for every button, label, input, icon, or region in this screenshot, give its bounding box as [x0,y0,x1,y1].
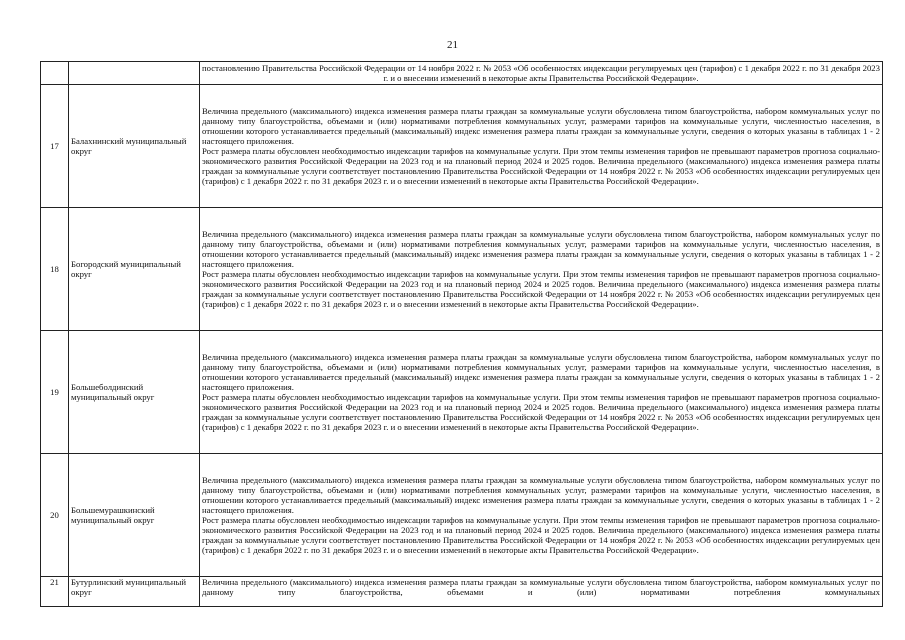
justification-paragraph: Величина предельного (максимального) индекса изменения размера платы граждан за коммунальные услуги обусловлена типом благоустройства, набором коммунальных услуг по данному типу благоустройства, объемами и (или) нормативами потребления коммунальных услуг, размерами тарифов на коммунальные услуги, численностью населения, в отношении которого устанавливается предельный (максимальный) индекс изменения размера платы граждан за коммунальные услуги, сведения о которых указаны в таблицах 1 - 2 настоящего приложения. [202,105,880,146]
table-row-18 [41,208,883,331]
municipality-name-cell: Балахнинский муниципальный округ [69,85,200,208]
row-number-cell: 18 [41,208,69,331]
municipality-name-cell: Большеболдинский муниципальный округ [69,331,200,454]
justification-paragraph: Рост размера платы обусловлен необходимостью индексации тарифов на коммунальные услуги. При этом темпы изменения тарифов не превышают параметров прогноза социально-экономического развития Российской Федерации на 2023 год и на плановый период 2024 и 2025 годов. Величина предельного (максимального) индекса изменения размера платы граждан за коммунальные услуги соответствует постановлению Правительства Российской Федерации от 14 ноября 2022 г. № 2053 «Об особенностях индексации регулируемых цен (тарифов) с 1 декабря 2022 г. по 31 декабря 2023 г. и о внесении изменений в некоторые акты Правительства Российской Федерации». [202,515,880,556]
row-number-cell: 19 [41,331,69,454]
row-number-cell: 20 [41,454,69,577]
row-number-cell [41,62,69,85]
municipality-name-cell: Бутурлинский муниципальный округ [69,577,200,607]
table-row-continuation [41,62,883,85]
municipality-name-cell: Большемурашкинский муниципальный округ [69,454,200,577]
table-row-20 [41,454,883,577]
justification-cell [200,62,883,85]
justification-cell [200,208,883,331]
row-number-cell: 21 [41,577,69,607]
justification-paragraph: Величина предельного (максимального) индекса изменения размера платы граждан за коммунальные услуги обусловлена типом благоустройства, набором коммунальных услуг по данному типу благоустройства, объемами и (или) нормативами потребления коммунальных услуг, размерами тарифов на коммунальные услуги, численностью населения, в отношении которого устанавливается предельный (максимальный) индекс изменения размера платы граждан за коммунальные услуги, сведения о которых указаны в таблицах 1 - 2 настоящего приложения. [202,351,880,392]
justification-paragraph: Рост размера платы обусловлен необходимостью индексации тарифов на коммунальные услуги. При этом темпы изменения тарифов не превышают параметров прогноза социально-экономического развития Российской Федерации на 2023 год и на плановый период 2024 и 2025 годов. Величина предельного (максимального) индекса изменения размера платы граждан за коммунальные услуги соответствует постановлению Правительства Российской Федерации от 14 ноября 2022 г. № 2053 «Об особенностях индексации регулируемых цен (тарифов) с 1 декабря 2022 г. по 31 декабря 2023 г. и о внесении изменений в некоторые акты Правительства Российской Федерации». [202,392,880,433]
justification-paragraph: Величина предельного (максимального) индекса изменения размера платы граждан за коммунальные услуги обусловлена типом благоустройства, набором коммунальных услуг по данному типу благоустройства, объемами и (или) нормативами потребления коммунальных услуг, размерами тарифов на коммунальные услуги, численностью населения, в отношении которого устанавливается предельный (максимальный) индекс изменения размера платы граждан за коммунальные услуги, сведения о которых указаны в таблицах 1 - 2 настоящего приложения. [202,228,880,269]
justification-cell [200,331,883,454]
row-number-cell: 17 [41,85,69,208]
justification-cell [200,454,883,577]
justification-cell [200,85,883,208]
table-row-17 [41,85,883,208]
justification-paragraph: Величина предельного (максимального) индекса изменения размера платы граждан за коммунальные услуги обусловлена типом благоустройства, набором коммунальных услуг по данному типу благоустройства, объемами и (или) нормативами потребления коммунальных услуг, размерами тарифов на коммунальные услуги, численностью населения, в отношении которого устанавливается предельный (максимальный) индекс изменения размера платы граждан за коммунальные услуги, сведения о которых указаны в таблицах 1 - 2 настоящего приложения. [202,474,880,515]
municipality-name-cell: Богородский муниципальный округ [69,208,200,331]
table-row-19 [41,331,883,454]
table-row-21 [41,577,883,607]
justification-paragraph: Рост размера платы обусловлен необходимостью индексации тарифов на коммунальные услуги. При этом темпы изменения тарифов не превышают параметров прогноза социально-экономического развития Российской Федерации на 2023 год и на плановый период 2024 и 2025 годов. Величина предельного (максимального) индекса изменения размера платы граждан за коммунальные услуги соответствует постановлению Правительства Российской Федерации от 14 ноября 2022 г. № 2053 «Об особенностях индексации регулируемых цен (тарифов) с 1 декабря 2022 г. по 31 декабря 2023 г. и о внесении изменений в некоторые акты Правительства Российской Федерации». [202,269,880,310]
page-number: 21 [447,39,458,51]
municipality-name-cell [69,62,200,85]
justification-paragraph: Величина предельного (максимального) индекса изменения размера платы граждан за коммунальные услуги обусловлена типом благоустройства, набором коммунальных услуг по данному типу благоустройства, объемами и (или) нормативами потребления коммунальных [202,577,880,598]
justification-paragraph: Рост размера платы обусловлен необходимостью индексации тарифов на коммунальные услуги. При этом темпы изменения тарифов не превышают параметров прогноза социально-экономического развития Российской Федерации на 2023 год и на плановый период 2024 и 2025 годов. Величина предельного (максимального) индекса изменения размера платы граждан за коммунальные услуги соответствует постановлению Правительства Российской Федерации от 14 ноября 2022 г. № 2053 «Об особенностях индексации регулируемых цен (тарифов) с 1 декабря 2022 г. по 31 декабря 2023 г. и о внесении изменений в некоторые акты Правительства Российской Федерации». [202,146,880,187]
justification-paragraph: постановлению Правительства Российской Федерации от 14 ноября 2022 г. № 2053 «Об особенностях индексации регулируемых цен (тарифов) с 1 декабря 2022 г. по 31 декабря 2023 г. и о внесении изменений в некоторые акты Правительства Российской Федерации». [202,62,880,83]
tariff-justification-table [40,61,883,607]
justification-cell [200,577,883,607]
